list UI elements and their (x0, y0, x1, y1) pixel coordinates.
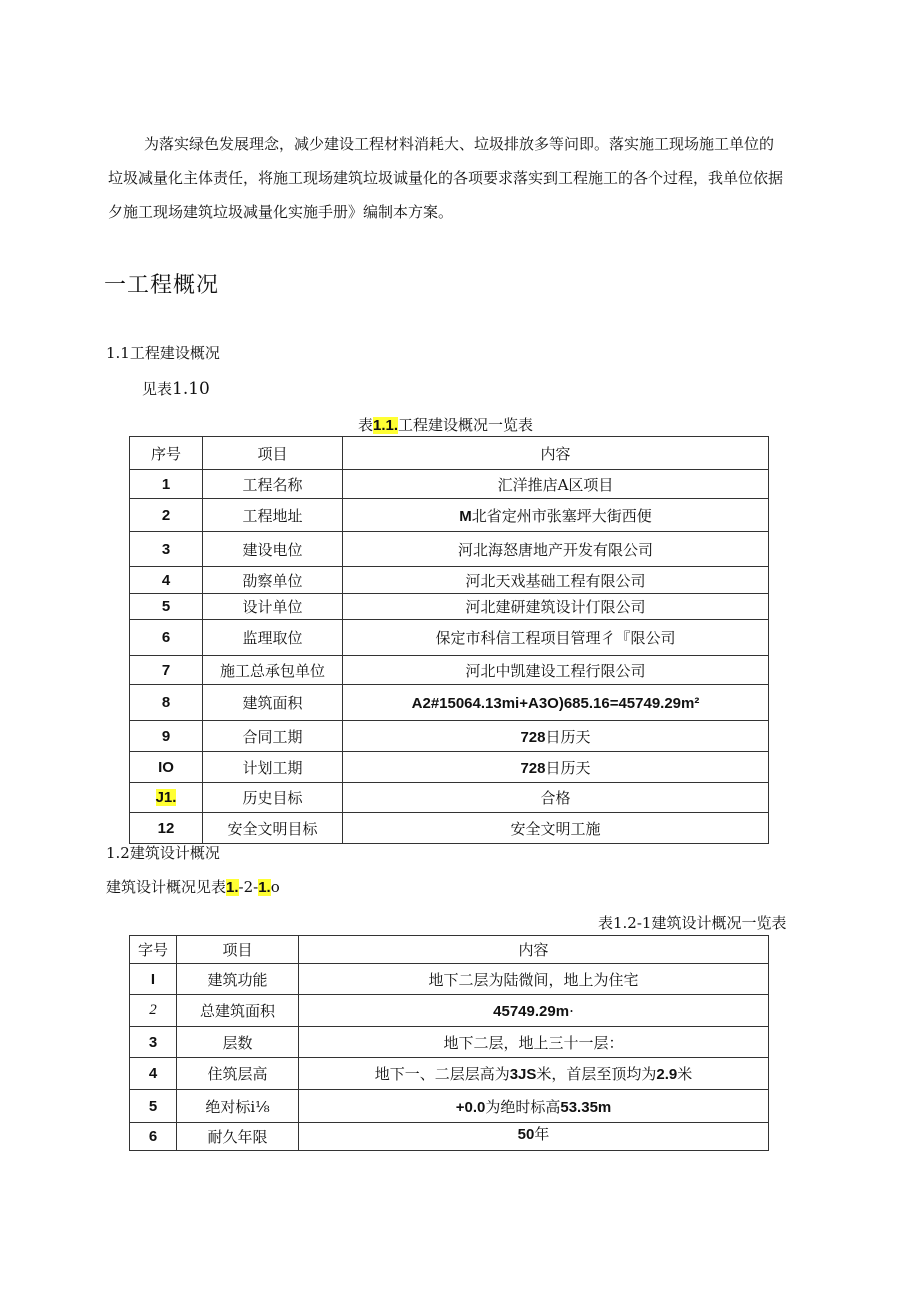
table-row (130, 470, 769, 499)
table-row (130, 685, 769, 721)
row-number: 2 (130, 995, 177, 1027)
row-content (343, 685, 769, 721)
row-content (343, 470, 769, 499)
row-content (343, 594, 769, 620)
table-reference-1 (142, 378, 210, 399)
table-row (130, 656, 769, 685)
content-part: 53.35m (560, 1098, 612, 1116)
row-item: 合同工期 (203, 721, 343, 752)
row-number-text: 4 (161, 571, 171, 589)
caption-text: 工程建设概况一览表 (398, 416, 534, 434)
table-reference-2 (106, 876, 280, 897)
row-number-text: 12 (157, 819, 175, 837)
row-item: 劭察单位 (203, 567, 343, 594)
ref2-mid: -2- (238, 878, 259, 896)
row-number (130, 594, 203, 620)
row-number (130, 656, 203, 685)
content-part: 地下一、二层层高为 (374, 1065, 510, 1083)
row-item: 总建筑面积 (177, 995, 299, 1027)
row-content (299, 1123, 769, 1151)
row-item: 计划工期 (203, 752, 343, 783)
project-overview-table (129, 436, 769, 844)
row-item: 建设电位 (203, 532, 343, 567)
table-row (130, 752, 769, 783)
content-text: 安全文明工施 (510, 819, 601, 838)
row-content (343, 783, 769, 813)
row-number (130, 685, 203, 721)
table-row (130, 1090, 769, 1123)
row-number (130, 752, 203, 783)
table-row (130, 1123, 769, 1151)
content-part: 米 (677, 1065, 693, 1083)
row-content (343, 813, 769, 844)
row-item: 监理取位 (203, 620, 343, 656)
row-item: 耐久年限 (177, 1123, 299, 1151)
row-number-text: 9 (161, 727, 171, 745)
row-item: 工程地址 (203, 499, 343, 532)
row-item: 绝对标i⅛ (177, 1090, 299, 1123)
row-number (130, 567, 203, 594)
row-number (130, 813, 203, 844)
row-number: I (130, 964, 177, 995)
intro-line-1: 为落实绿色发展理念，减少建设工程材料消耗大、垃圾排放多等问即。落实施工现场施工单位的 (144, 135, 775, 153)
header-cell: 项目 (177, 936, 299, 964)
caption-prefix: 表 (358, 416, 374, 434)
ref2-end: o (270, 878, 280, 896)
row-number-text: J1. (155, 789, 177, 806)
intro-paragraph (108, 127, 808, 229)
header-cell: 序号 (130, 437, 203, 470)
row-item: 建筑功能 (177, 964, 299, 995)
row-content (343, 499, 769, 532)
table-row (130, 783, 769, 813)
ref2-highlight-2: 1. (258, 879, 271, 896)
row-number (130, 620, 203, 656)
content-part: 地下二层，地上三十一层： (443, 1033, 624, 1052)
section-heading-1: 一工程概况 (104, 273, 220, 298)
content-part: · (569, 1001, 574, 1020)
content-part: 45749.29m (493, 1002, 570, 1020)
table-row (130, 1058, 769, 1090)
row-content (299, 1090, 769, 1123)
table-row (130, 532, 769, 567)
ref2-highlight-1: 1. (226, 879, 239, 896)
row-content (299, 1058, 769, 1090)
row-number: 6 (130, 1123, 177, 1151)
content-part: 为绝时标高 (485, 1097, 561, 1116)
row-item: 设计单位 (203, 594, 343, 620)
header-cell: 内容 (343, 437, 769, 470)
content-part: 3JS (509, 1066, 537, 1083)
content-bold: 728 (520, 759, 546, 777)
row-content (299, 1027, 769, 1058)
row-content (343, 620, 769, 656)
row-item: 安全文明目标 (203, 813, 343, 844)
row-item: 施工总承包单位 (203, 656, 343, 685)
ref-number: 1.10 (172, 379, 210, 399)
row-number-text: 7 (161, 661, 171, 679)
row-item: 历史目标 (203, 783, 343, 813)
subsection-heading-1-1: 1.1工程建设概况 (106, 344, 220, 362)
ref2-text: 建筑设计概况见表 (106, 878, 227, 896)
header-cell: 内容 (299, 936, 769, 964)
intro-line-2: 垃圾减量化主体责任，将施工现场建筑垃圾诚量化的各项要求落实到工程施工的各个过程，我单位依据 (108, 169, 784, 187)
content-part: 50 (517, 1126, 535, 1143)
subsection-heading-1-2: 1.2建筑设计概况 (106, 844, 220, 862)
content-part: 年 (534, 1125, 550, 1143)
content-text: 日历天 (545, 727, 591, 746)
row-number-text: IO (158, 758, 174, 776)
content-text: 日历天 (545, 758, 591, 777)
content-part: +0.0 (455, 1098, 486, 1116)
row-number-text: 5 (161, 598, 171, 615)
table2-caption: 表1.2-1建筑设计概况一览表 (598, 914, 787, 932)
row-number (130, 499, 203, 532)
row-item: 层数 (177, 1027, 299, 1058)
table-row (130, 995, 769, 1027)
intro-line-3: 夕施工现场建筑垃圾减量化实施手册》编制本方案。 (108, 203, 454, 221)
caption-highlight: 1.1. (373, 417, 399, 434)
content-part: 米，首层至顶均为 (536, 1065, 657, 1083)
table-row (130, 594, 769, 620)
content-bold: A2#15064.13mi+A3O)685.16=45749.29m² (411, 694, 700, 712)
row-content (299, 964, 769, 995)
row-content (343, 567, 769, 594)
table-row (130, 620, 769, 656)
row-number (130, 783, 203, 813)
table-row (130, 813, 769, 844)
row-item: 工程名称 (203, 470, 343, 499)
row-number-text: 8 (161, 694, 171, 711)
row-number: 3 (130, 1027, 177, 1058)
row-number-text: 3 (161, 540, 171, 558)
ref-prefix: 见表 (142, 380, 173, 398)
row-item: 建筑面积 (203, 685, 343, 721)
row-content (299, 995, 769, 1027)
row-number (130, 470, 203, 499)
header-cell: 字号 (130, 936, 177, 964)
row-content (343, 532, 769, 567)
content-text: 河北天戏基础工程有限公司 (465, 571, 646, 590)
table-row (130, 1027, 769, 1058)
header-cell: 项目 (203, 437, 343, 470)
content-text: 河北中凯建设工程行限公司 (465, 661, 646, 680)
row-item: 住筑层高 (177, 1058, 299, 1090)
table-row (130, 964, 769, 995)
content-text: 北省定州市张塞坪大街西便 (471, 506, 652, 525)
content-bold: 728 (520, 728, 546, 746)
design-overview-table (129, 935, 769, 1151)
row-number (130, 721, 203, 752)
row-number: 5 (130, 1090, 177, 1123)
row-content (343, 656, 769, 685)
content-part: 2.9 (656, 1066, 678, 1083)
row-number-text: 1 (161, 475, 171, 493)
row-content (343, 721, 769, 752)
table-row (130, 499, 769, 532)
content-text: 河北建研建筑设计仃限公司 (465, 598, 646, 616)
content-text: 河北海怒唐地产开发有限公司 (457, 540, 653, 559)
row-number (130, 532, 203, 567)
content-text: 合格 (540, 789, 571, 807)
row-number-text: 2 (161, 506, 171, 524)
row-content (343, 752, 769, 783)
content-text: 汇洋推店A区项目 (497, 475, 614, 494)
content-bold: M (459, 507, 472, 525)
table-row (130, 721, 769, 752)
content-text: 保定市科信工程项目管理彳『限公司 (435, 629, 676, 647)
table1-caption (358, 414, 533, 435)
content-part: 地下二层为陆微间，地上为住宅 (428, 970, 639, 989)
table-row (130, 567, 769, 594)
table-header-row (130, 437, 769, 470)
row-number: 4 (130, 1058, 177, 1090)
row-number-text: 6 (161, 629, 171, 646)
table-header-row (130, 936, 769, 964)
